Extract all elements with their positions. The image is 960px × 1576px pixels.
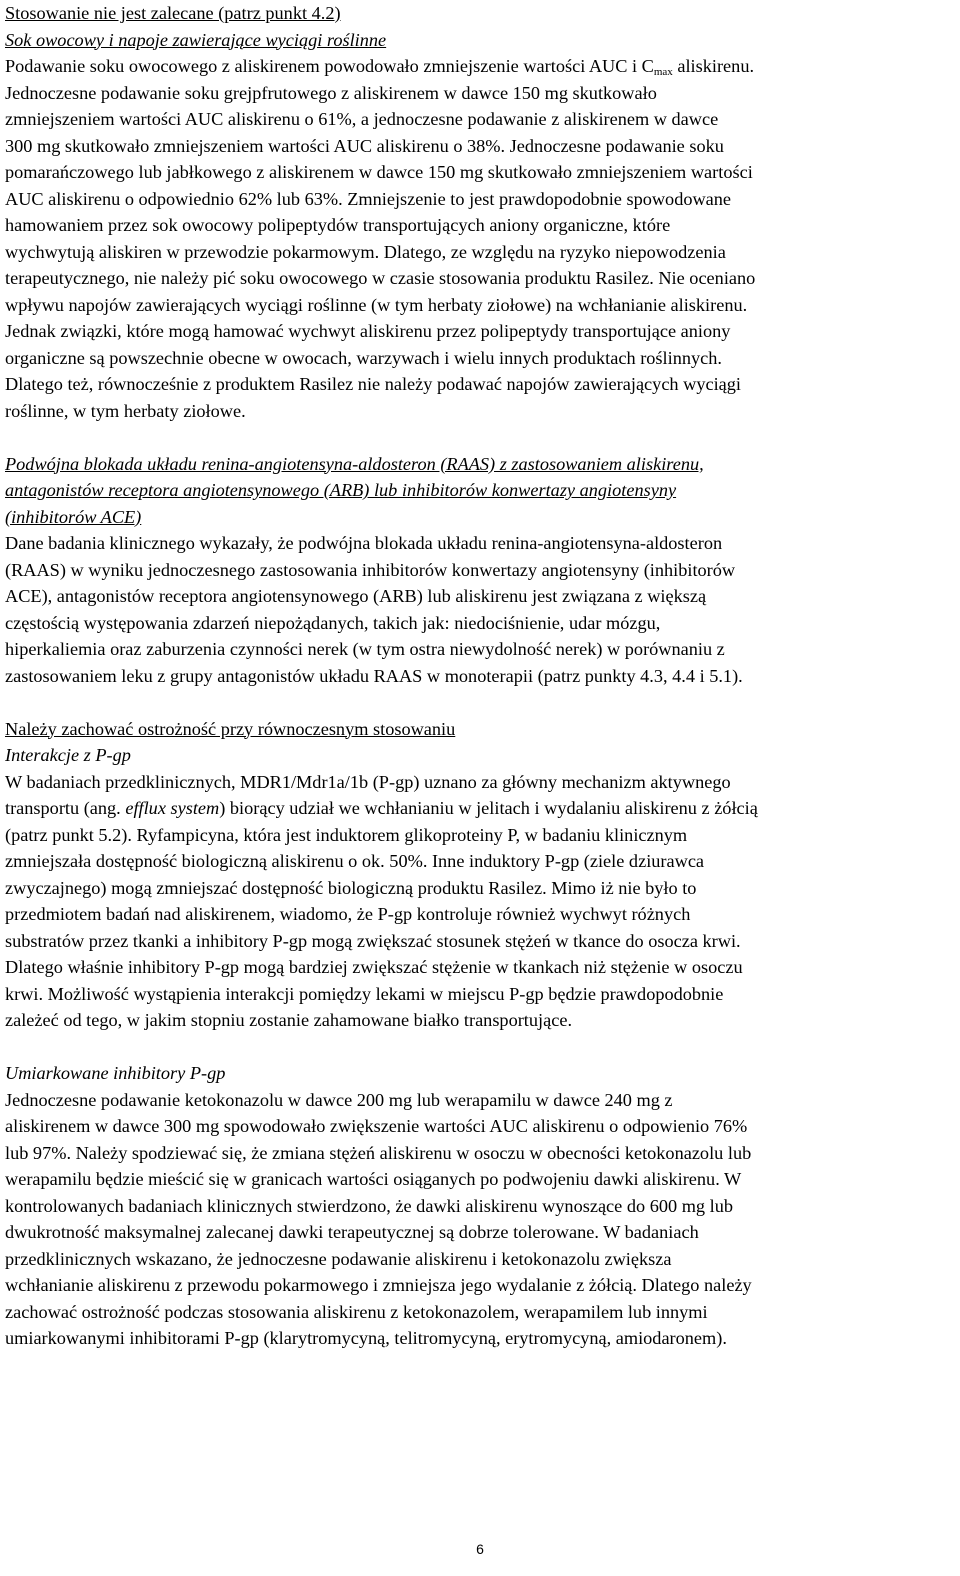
paragraph-line: aliskirenem w dawce 300 mg spowodowało zwiększenie wartości AUC aliskirenu o odpowienio 76% [5, 1116, 748, 1136]
section-subheading: Umiarkowane inhibitory P-gp [5, 1063, 226, 1083]
paragraph [5, 822, 955, 1034]
section-heading [5, 451, 955, 531]
paragraph-line [5, 53, 955, 80]
paragraph-line: Dane badania klinicznego wykazały, że podwójna blokada układu renina-angiotensyna-aldosteron [5, 533, 723, 553]
paragraph-line: kontrolowanych badaniach klinicznych stwierdzono, że dawki aliskirenu wynoszące do 600 mg lub [5, 1195, 733, 1216]
paragraph-line: AUC aliskirenu o odpowiednio 62% lub 63%. Zmniejszenie to jest prawdopodobnie spowodowane [5, 188, 732, 209]
paragraph-line: wpływu napojów zawierających wyciągi roślinne (w tym herbaty ziołowe) na wchłanianie aliskirenu. [5, 294, 748, 315]
paragraph-line: krwi. Możliwość wystąpienia interakcji pomiędzy lekami w miejscu P-gp będzie prawdopodobnie [5, 983, 724, 1004]
paragraph-line: Jednoczesne podawanie ketokonazolu w dawce 200 mg lub werapamilu w dawce 240 mg z [5, 1089, 673, 1110]
paragraph-line: dwukrotność maksymalnej zalecanej dawki terapeutycznej są dobrze tolerowane. W badaniach [5, 1222, 699, 1242]
paragraph-line: (inhibitorów ACE) [5, 506, 142, 527]
paragraph-line: lub 97%. Należy spodziewać się, że zmiana stężeń aliskirenu w osoczu w obecności ketokonazolu lub [5, 1142, 752, 1163]
document-page [5, 0, 955, 1352]
paragraph-gap [5, 689, 955, 716]
paragraph [5, 1087, 955, 1352]
paragraph-line: substratów przez tkanki a inhibitory P-gp mogą zwiększać stosunek stężeń w tkance do osocza krwi. [5, 930, 741, 951]
paragraph [5, 530, 955, 689]
paragraph-line: Jednak związki, które mogą hamować wychwyt aliskirenu przez polipeptydy transportujące aniony [5, 321, 731, 341]
paragraph-line [5, 795, 955, 822]
section-heading: Należy zachować ostrożność przy równoczesnym stosowaniu [5, 718, 456, 739]
paragraph-line: zachować ostrożność podczas stosowania aliskirenu z ketokonazolem, werapamilem lub innymi [5, 1301, 708, 1322]
paragraph-line: pomarańczowego lub jabłkowego z aliskirenem w dawce 150 mg skutkowało zmniejszeniem wartości [5, 162, 753, 182]
paragraph-line: zmniejszeniem wartości AUC aliskirenu o 61%, a jednoczesne podawanie z aliskirenem w dawce [5, 109, 719, 129]
paragraph-line: częstością występowania zdarzeń niepożądanych, takich jak: niedociśnienie, udar mózgu, [5, 612, 661, 633]
paragraph-line: Dlatego też, równocześnie z produktem Rasilez nie należy podawać napojów zawierających wyciągi [5, 374, 742, 394]
section-note: Stosowanie nie jest zalecane (patrz punkt 4.2) [5, 3, 341, 23]
paragraph-line: werapamilu będzie mieścić się w granicach wartości osiąganych po podwojeniu dawki aliskirenu. W [5, 1169, 742, 1189]
text-run: ) biorący udział we wchłanianiu w jelitach i wydalaniu aliskirenu z żółcią [219, 798, 758, 818]
paragraph-line: przedmiotem badań nad aliskirenem, wiadomo, że P-gp kontroluje również wychwyt różnych [5, 904, 691, 924]
paragraph-line: zmniejszała dostępność biologiczną aliskirenu o ok. 50%. Inne induktory P-gp (ziele dziurawca [5, 851, 705, 871]
text-run: aliskirenu. [672, 56, 755, 76]
paragraph-line: umiarkowanymi inhibitorami P-gp (klarytromycyną, telitromycyną, erytromycyną, amiodaronem). [5, 1328, 727, 1348]
text-run: Podawanie soku owocowego z aliskirenem powodowało zmniejszenie wartości AUC i C [5, 56, 654, 76]
paragraph [5, 80, 955, 425]
paragraph-line: (RAAS) w wyniku jednoczesnego zastosowania inhibitorów konwertazy angiotensyny (inhibitorów [5, 559, 736, 580]
text-run: transportu (ang. [5, 798, 126, 818]
paragraph-line: roślinne, w tym herbaty ziołowe. [5, 400, 246, 421]
section-subheading: Interakcje z P-gp [5, 745, 131, 765]
paragraph-line: zwyczajnego) mogą zmniejszać dostępność biologiczną produktu Rasilez. Mimo iż nie było to [5, 877, 697, 898]
paragraph-line: hiperkaliemia oraz zaburzenia czynności nerek (w tym ostra niewydolność nerek) w porównaniu z [5, 639, 725, 659]
paragraph-line: hamowaniem przez sok owocowy polipeptydów transportujących aniony organiczne, które [5, 215, 671, 235]
paragraph-line: Dlatego właśnie inhibitory P-gp mogą bardziej zwiększać stężenie w tkankach niż stężenie w osoczu [5, 957, 743, 977]
page-number: 6 [476, 1541, 484, 1557]
paragraph-line: 300 mg skutkowało zmniejszeniem wartości AUC aliskirenu o 38%. Jednoczesne podawanie soku [5, 135, 724, 156]
paragraph-line: antagonistów receptora angiotensynowego (ARB) lub inhibitorów konwertazy angiotensyny [5, 480, 677, 500]
paragraph-line: wychwytują aliskiren w przewodzie pokarmowym. Dlatego, ze względu na ryzyko niepowodzenia [5, 241, 726, 262]
paragraph-line: przedklinicznych wskazano, że jednoczesne podawanie aliskirenu i ketokonazolu zwiększa [5, 1248, 672, 1269]
paragraph-line: ACE), antagonistów receptora angiotensynowego (ARB) lub aliskirenu jest związana z większą [5, 586, 707, 606]
paragraph-line: zależeć od tego, w jakim stopniu zostanie zahamowane białko transportujące. [5, 1010, 573, 1030]
italic-term: efflux system [125, 798, 220, 818]
paragraph-line: wchłanianie aliskirenu z przewodu pokarmowego i zmniejsza jego wydalanie z żółcią. Dlatego należy [5, 1275, 752, 1295]
paragraph-line: Jednoczesne podawanie soku grejpfrutowego z aliskirenem w dawce 150 mg skutkowało [5, 82, 657, 103]
paragraph-line: zastosowaniem leku z grupy antagonistów układu RAAS w monoterapii (patrz punkty 4.3, 4.4 i 5.1). [5, 665, 743, 686]
paragraph-line: (patrz punkt 5.2). Ryfampicyna, która jest induktorem glikoproteiny P, w badaniu klinicznym [5, 824, 688, 845]
paragraph-line: W badaniach przedklinicznych, MDR1/Mdr1a/1b (P-gp) uznano za główny mechanizm aktywnego [5, 771, 731, 792]
section-subheading: Sok owocowy i napoje zawierające wyciągi roślinne [5, 29, 387, 50]
paragraph-line: terapeutycznego, nie należy pić soku owocowego w czasie stosowania produktu Rasilez. Nie oceniano [5, 268, 756, 288]
paragraph-gap [5, 1034, 955, 1061]
paragraph-line: Podwójna blokada układu renina-angiotensyna-aldosteron (RAAS) z zastosowaniem aliskirenu, [5, 453, 704, 474]
paragraph-gap [5, 424, 955, 451]
subscript: max [653, 66, 673, 78]
paragraph-line: organiczne są powszechnie obecne w owocach, warzywach i wielu innych produktach roślinnych. [5, 347, 722, 368]
